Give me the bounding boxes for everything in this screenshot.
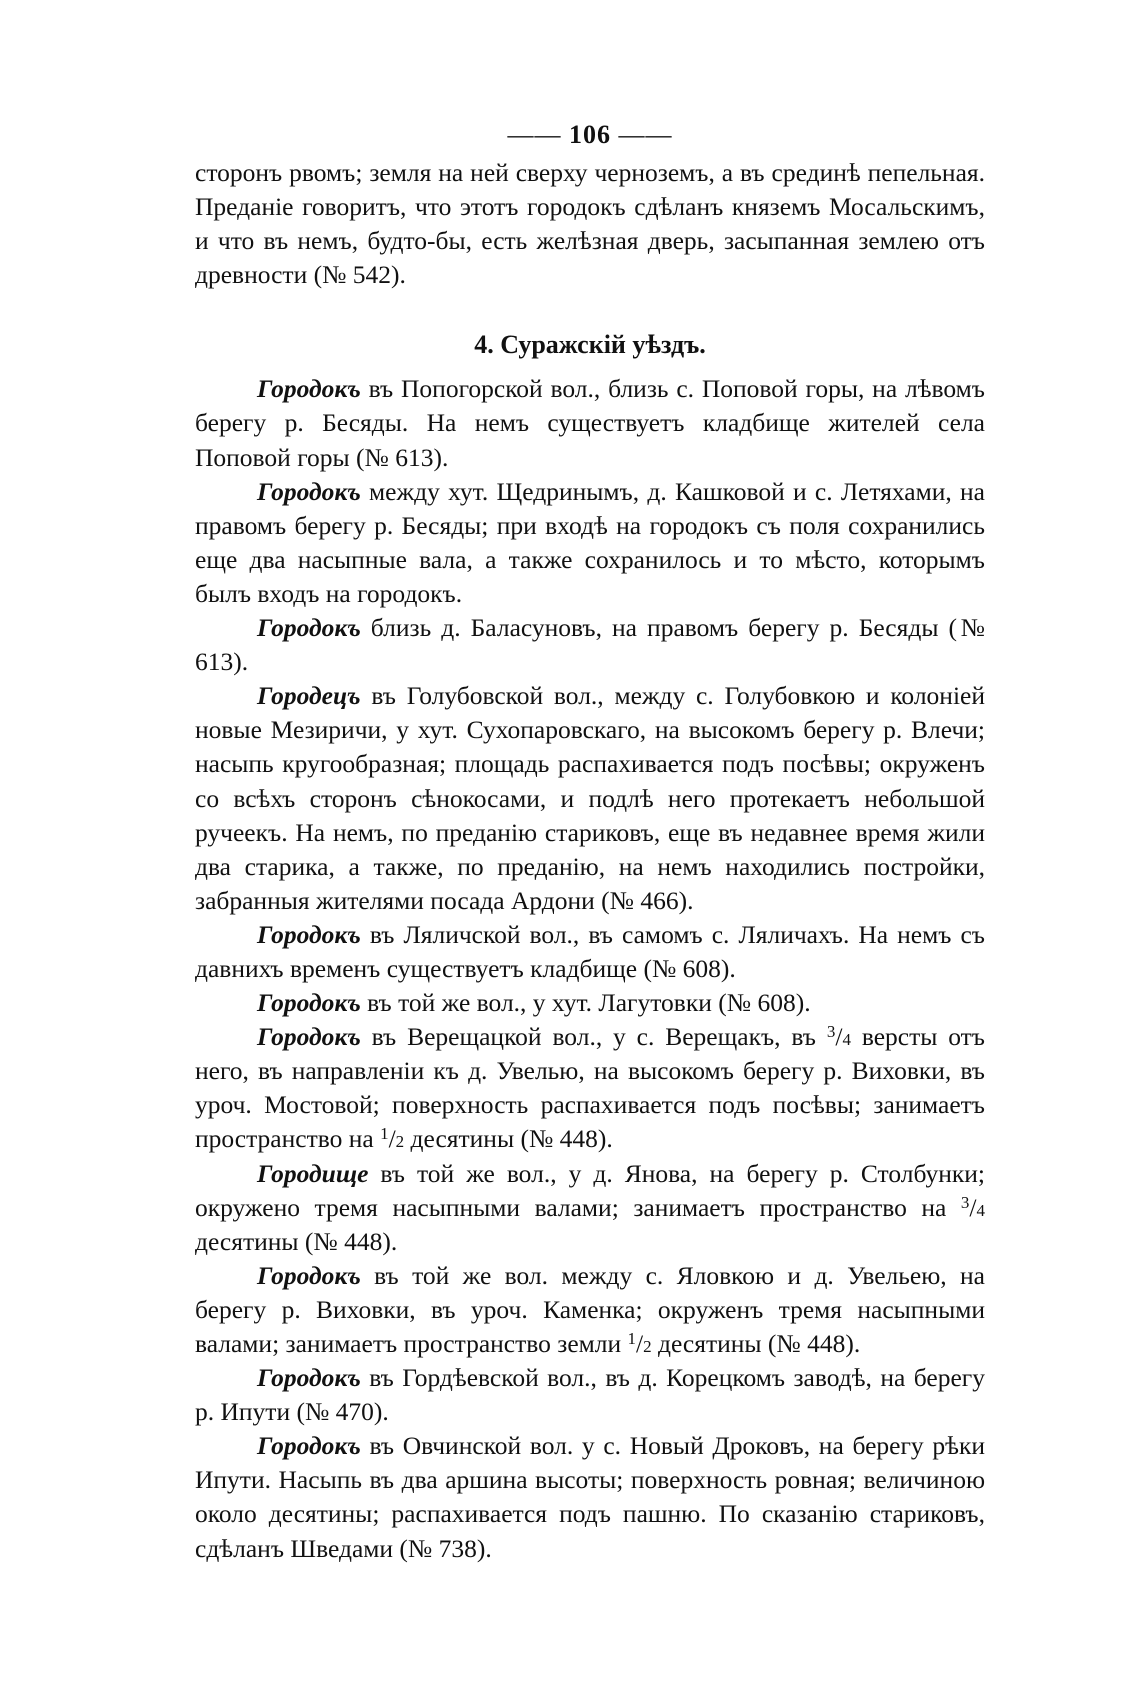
entry-term: Городокъ [257, 1431, 361, 1461]
entry-paragraph [195, 611, 985, 679]
page-number: —— 106 —— [507, 120, 673, 149]
entry-term: Городокъ [257, 374, 361, 404]
entry-paragraph [195, 986, 985, 1020]
entry-text: десятины (№ 448). [651, 1329, 861, 1358]
entry-text: между хут. Щедринымъ, д. Кашковой и с. Летяхами, на правомъ берегу р. Бесяды; при входѣ на городокъ съ поля сохранились еще два насыпные вала, а также сохранилось и то мѣсто, которымъ былъ входъ на городокъ. [195, 476, 985, 608]
intro-paragraph: сторонъ рвомъ; земля на ней сверху черноземъ, а въ срединѣ пепельная. Преданіе говоритъ, что этотъ городокъ сдѣланъ княземъ Мосальскимъ, и что въ немъ, будто-бы, есть желѣзная дверь, засыпанная землею отъ древности (№ 542). [195, 158, 985, 290]
entry-paragraph [195, 1429, 985, 1565]
entry-paragraph [195, 918, 985, 986]
entry-term: Городокъ [257, 613, 361, 643]
fraction-numerator: 3 [826, 1022, 836, 1042]
entry-paragraph: Городище въ той же вол., у д. Янова, на берегу р. Столбунки; окружено тремя насыпными валами; занимаетъ пространство на $^3$/4 десятины (№ 448). [195, 1158, 985, 1256]
fraction-numerator: 1 [380, 1124, 389, 1144]
fraction-denominator: 2 [395, 1132, 405, 1152]
section-heading: 4. Суражскій уѣздъ. [474, 330, 706, 360]
entry-paragraph [195, 679, 985, 918]
entry-text: въ той же вол., у д. Янова, на берегу р. Столбунки; окружено тремя насыпными валами; занимаетъ пространство на [195, 1158, 985, 1222]
entry-text: въ Овчинской вол. у с. Новый Дроковъ, на берегу рѣки Ипути. Насыпь въ два аршина высоты; поверхность ровная; величиною около десятины; распахивается подъ пашню. По сказанію стариковъ, сдѣланъ Шведами (№ 738). [195, 1431, 985, 1563]
entry-text: въ Гордѣевской вол., въ д. Корецкомъ заводѣ, на берегу р. Ипути (№ 470). [195, 1363, 985, 1427]
entry-text: въ Верещацкой вол., у с. Верещакъ, въ [360, 1022, 827, 1052]
entry-text: въ той же вол. между с. Яловкою и д. Увельею, на берегу р. Виховки, въ уроч. Каменка; окруженъ тремя насыпными валами; занимаетъ пространство земли [195, 1260, 985, 1358]
entry-term: Городецъ [257, 681, 361, 711]
entry-text: въ Ляличской вол., въ самомъ с. Ляличахъ. На немъ съ давнихъ временъ существуетъ кладбище (№ 608). [195, 919, 985, 983]
fraction-numerator: 3 [960, 1192, 970, 1212]
entry-term: Городокъ [257, 988, 361, 1018]
document-page [195, 118, 985, 1566]
entry-text: десятины (№ 448). [404, 1124, 613, 1154]
entry-term: Городокъ [257, 919, 361, 949]
entry-text: близь д. Баласуновъ, на правомъ берегу р. Бесяды (№ 613). [195, 613, 985, 677]
entry-term: Городокъ [257, 1260, 361, 1290]
entry-paragraph [195, 372, 985, 474]
fraction-denominator: 4 [842, 1030, 851, 1050]
entry-term: Городокъ [257, 476, 361, 506]
entry-paragraph: Городокъ въ Верещацкой вол., у с. Верещакъ, въ $^3$/4 версты отъ него, въ направленіи къ д. Увелью, на высокомъ берегу р. Виховки, въ уроч. Мостовой; поверхность распахивается подъ посѣвы; занимаетъ пространство на $^1$/2 десятины (№ 448). [195, 1022, 985, 1154]
entry-term: Городище [257, 1158, 369, 1188]
entry-text: въ той же вол., у хут. Лагутовки (№ 608). [360, 988, 811, 1018]
entry-term: Городокъ [257, 1022, 361, 1052]
entry-paragraph: Городокъ въ той же вол. между с. Яловкою и д. Увельею, на берегу р. Виховки, въ уроч. Каменка; окруженъ тремя насыпными валами; занимаетъ пространство земли $^1$/2 десятины (№ 448). [195, 1260, 985, 1358]
entry-paragraph [195, 1361, 985, 1429]
entry-text: десятины (№ 448). [195, 1226, 398, 1256]
fraction-numerator: 1 [627, 1329, 637, 1348]
entry-text: въ Голубовской вол., между с. Голубовкою и колоніей новые Мезиричи, у хут. Сухопаровскаго, на высокомъ берегу р. Влечи; насыпь кругообразная; площадь распахивается подъ посѣвы; окруженъ со всѣхъ сторонъ сѣнокосами, и подлѣ него протекаетъ небольшой ручеекъ. На немъ, по преданію стариковъ, еще въ недавнее время жили два старика, а также, по преданію, на немъ находились постройки, забранныя жителями посада Ардони (№ 466). [195, 681, 985, 915]
page-number-value: 106 [569, 120, 611, 149]
fraction-denominator: 4 [976, 1200, 985, 1220]
entry-text: версты отъ него, въ направленіи къ д. Увелью, на высокомъ берегу р. Виховки, въ уроч. Мостовой; поверхность распахивается подъ посѣвы; занимаетъ пространство на [195, 1022, 985, 1154]
fraction-denominator: 2 [643, 1337, 652, 1356]
entry-paragraph [195, 475, 985, 611]
entry-text: въ Попогорской вол., близь с. Поповой горы, на лѣвомъ берегу р. Бесяды. На немъ существуетъ кладбище жителей села Поповой горы (№ 613). [195, 374, 985, 472]
entry-term: Городокъ [257, 1363, 361, 1393]
